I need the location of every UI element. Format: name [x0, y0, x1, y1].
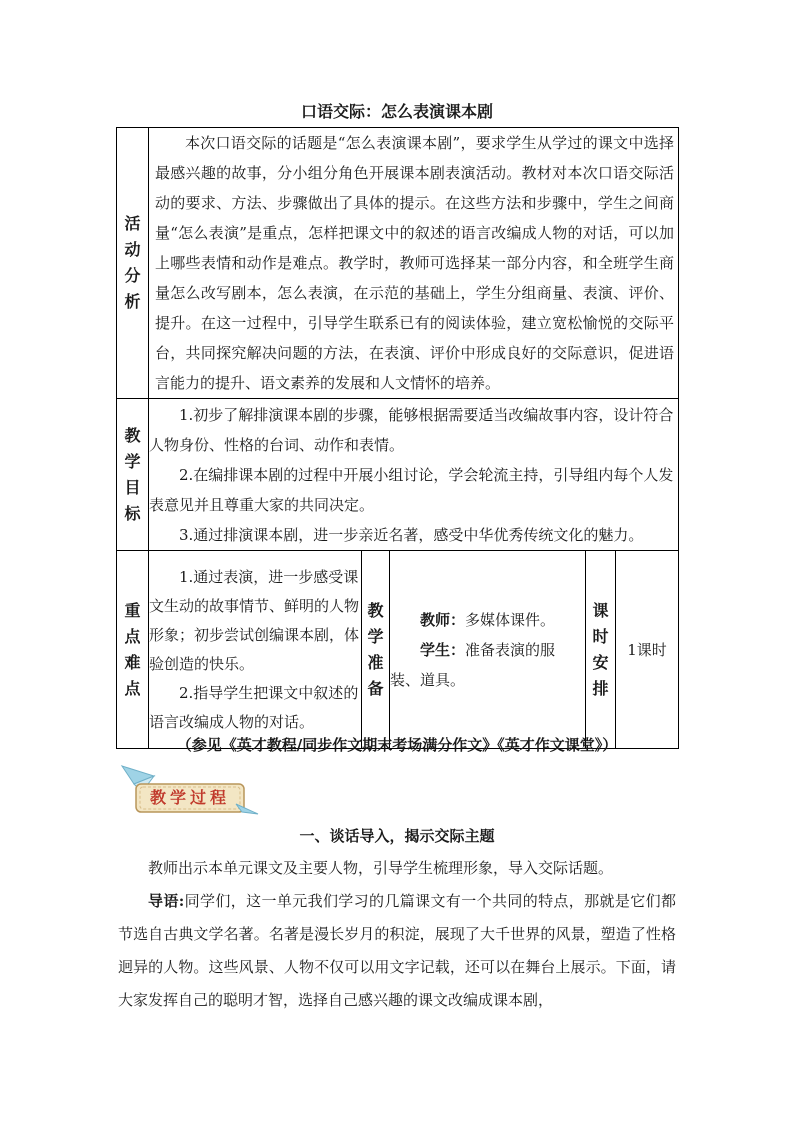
intro-paragraph: 教师出示本单元课文及主要人物，引导学生梳理形象，导入交际话题。 — [148, 859, 614, 877]
keypoints-row — [117, 551, 679, 749]
goal-item: 1.初步了解排演课本剧的步骤，能够根据需要适当改编故事内容，设计符合人物身份、性格的台词、动作和表情。 — [149, 405, 674, 454]
badge-label: 教学过程 — [149, 788, 230, 807]
goals-label: 教 学 目 标 — [117, 399, 149, 551]
keypoints-cell — [149, 551, 362, 749]
keypoints-label: 重 点 难 点 — [117, 551, 149, 749]
goal-item: 2.在编排课本剧的过程中开展小组讨论，学会轮流主持，引导组内每个人发表意见并且尊重大家的共同决定。 — [149, 465, 674, 514]
prep-teacher: 教师：多媒体课件。 — [420, 610, 556, 629]
prep-student: 学生：准备表演的服装、道具。 — [390, 640, 556, 689]
analysis-row — [117, 128, 679, 399]
keypoint-item: 1.通过表演，进一步感受课文生动的故事情节、鲜明的人物形象；初步尝试创编课本剧，体验创造的快乐。 — [149, 567, 360, 673]
keypoint-item: 2.指导学生把课文中叙述的语言改编成人物的对话。 — [149, 683, 359, 731]
lead-label: 导语: — [148, 892, 185, 910]
section-title: 一、谈话导入，揭示交际主题 — [299, 827, 495, 845]
goals-cell — [149, 399, 679, 551]
reference-note: （参见《英才教程/同步作文期末考场满分作文》《英才作文课堂》） — [176, 736, 618, 754]
schedule-value: 1课时 — [616, 551, 679, 749]
page-title: 口语交际：怎么表演课本剧 — [300, 102, 493, 121]
analysis-text: 本次口语交际的话题是“怎么表演课本剧”，要求学生从学过的课文中选择最感兴趣的故事，分小组分角色开展课本剧表演活动。教材对本次口语交际活动的要求、方法、步骤做出了具体的提示。在这些方法和步骤中，学生之间商量“怎么表演”是重点，怎样把课文中的叙述的语言改编成人物的对话，可以加上哪些表情和动作是难点。教学时，教师可选择某一部分内容，和全班学生商量怎么改写剧本，怎么表演，在示范的基础上，学生分组商量、表演、评价、提升。在这一过程中，引导学生联系已有的阅读体验，建立宽松愉悦的交际平台，共同探究解决问题的方法，在表演、评价中形成良好的交际意识，促进语言能力的提升、语文素养的发展和人文情怀的培养。 — [155, 134, 674, 392]
lead-text: 同学们，这一单元我们学习的几篇课文有一个共同的特点，那就是它们都节选自古典文学名著。名著是漫长岁月的积淀，展现了大千世界的风景，塑造了性格迥异的人物。这些风景、人物不仅可以用文字记载，还可以在舞台上展示。下面，请大家发挥自己的聪明才智，选择自己感兴趣的课文改编成课本剧， — [118, 892, 676, 1009]
schedule-label: 课 时 安 排 — [586, 551, 616, 749]
lead-paragraph — [118, 885, 676, 1017]
analysis-label: 活 动 分 析 — [117, 128, 149, 399]
prep-cell — [390, 551, 586, 749]
goals-row — [117, 399, 679, 551]
lesson-plan-table — [116, 127, 679, 749]
goal-item: 3.通过排演课本剧，进一步亲近名著，感受中华优秀传统文化的魅力。 — [179, 525, 644, 544]
analysis-text-cell — [149, 128, 679, 399]
teaching-process-badge — [120, 762, 260, 818]
prep-label: 教 学 准 备 — [362, 551, 390, 749]
section-body — [118, 852, 676, 1017]
